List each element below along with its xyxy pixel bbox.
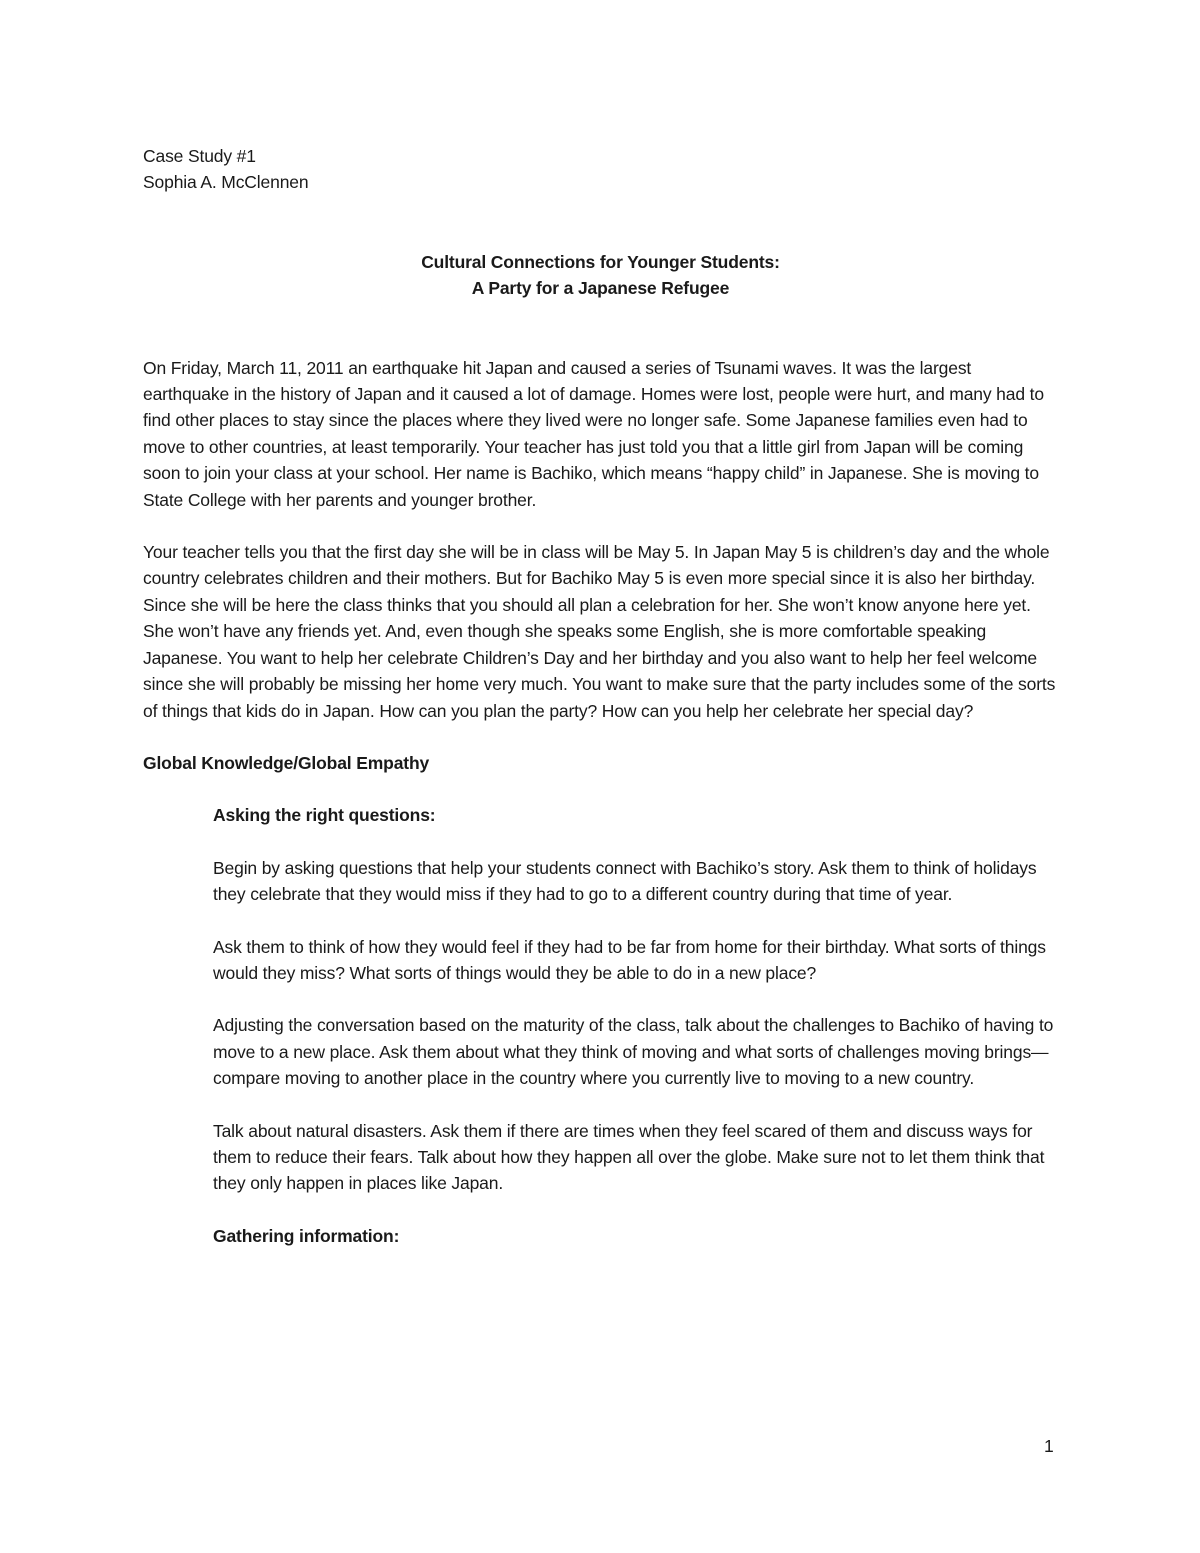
document-body (143, 143, 1058, 1249)
intro-paragraph: On Friday, March 11, 2011 an earthquake hit Japan and caused a series of Tsunami waves. It was the largest earthquake in the history of Japan and it caused a lot of damage. Homes were lost, people were hurt, and many had to find other places to stay since the places where they lived were no longer safe. Some Japanese families even had to move to other countries, at least temporarily. Your teacher has just told you that a little girl from Japan will be coming soon to join your class at your school. Her name is Bachiko, which means “happy child” in Japanese. She is moving to State College with her parents and younger brother. (143, 357, 1044, 510)
guidance-paragraph: Ask them to think of how they would feel if they had to be far from home for their birthday. What sorts of things would they miss? What sorts of things would they be able to do in a new place? (213, 936, 1046, 983)
guidance-paragraph: Begin by asking questions that help your students connect with Bachiko’s story. Ask them to think of holidays they celebrate that they would miss if they had to go to a different country during that time of year. (213, 857, 1037, 905)
page-number: 1 (1044, 1436, 1054, 1456)
document-title (143, 249, 1058, 302)
guidance-paragraph: Talk about natural disasters. Ask them if there are times when they feel scared of them and discuss ways for them to reduce their fears. Talk about how they happen all over the globe. Make sure not to let them think that they only happen in places like Japan. (213, 1120, 1045, 1194)
subheading-asking-questions: Asking the right questions: (213, 805, 436, 826)
case-study-label: Case Study #1 (143, 146, 256, 166)
subheading-gathering-information: Gathering information: (213, 1225, 400, 1246)
title-line-2: A Party for a Japanese Refugee (471, 278, 730, 299)
section-body (213, 802, 1058, 1249)
scenario-paragraph: Your teacher tells you that the first day she will be in class will be May 5. In Japan May 5 is children’s day and the whole country celebrates children and their mothers. But for Bachiko May 5 is even more special since it is also her birthday. Since she will be here the class thinks that you should all plan a celebration for her. She won’t know anyone here yet. She won’t have any friends yet. And, even though she speaks some English, she is more comfortable speaking Japanese. You want to help her celebrate Children’s Day and her birthday and you also want to help her feel welcome since she will probably be missing her home very much. You want to make sure that the party includes some of the sorts of things that kids do in Japan. How can you plan the party? How can you help her celebrate her special day? (143, 542, 1056, 721)
author-name: Sophia A. McClennen (143, 172, 309, 193)
section-heading: Global Knowledge/Global Empathy (143, 752, 430, 773)
title-line-1: Cultural Connections for Younger Students: (421, 251, 780, 272)
guidance-paragraph: Adjusting the conversation based on the maturity of the class, talk about the challenges to Bachiko of having to move to a new place. Ask them about what they think of moving and what sorts of challenges moving brings—compare moving to another place in the country where you currently live to moving to a new country. (213, 1015, 1054, 1089)
